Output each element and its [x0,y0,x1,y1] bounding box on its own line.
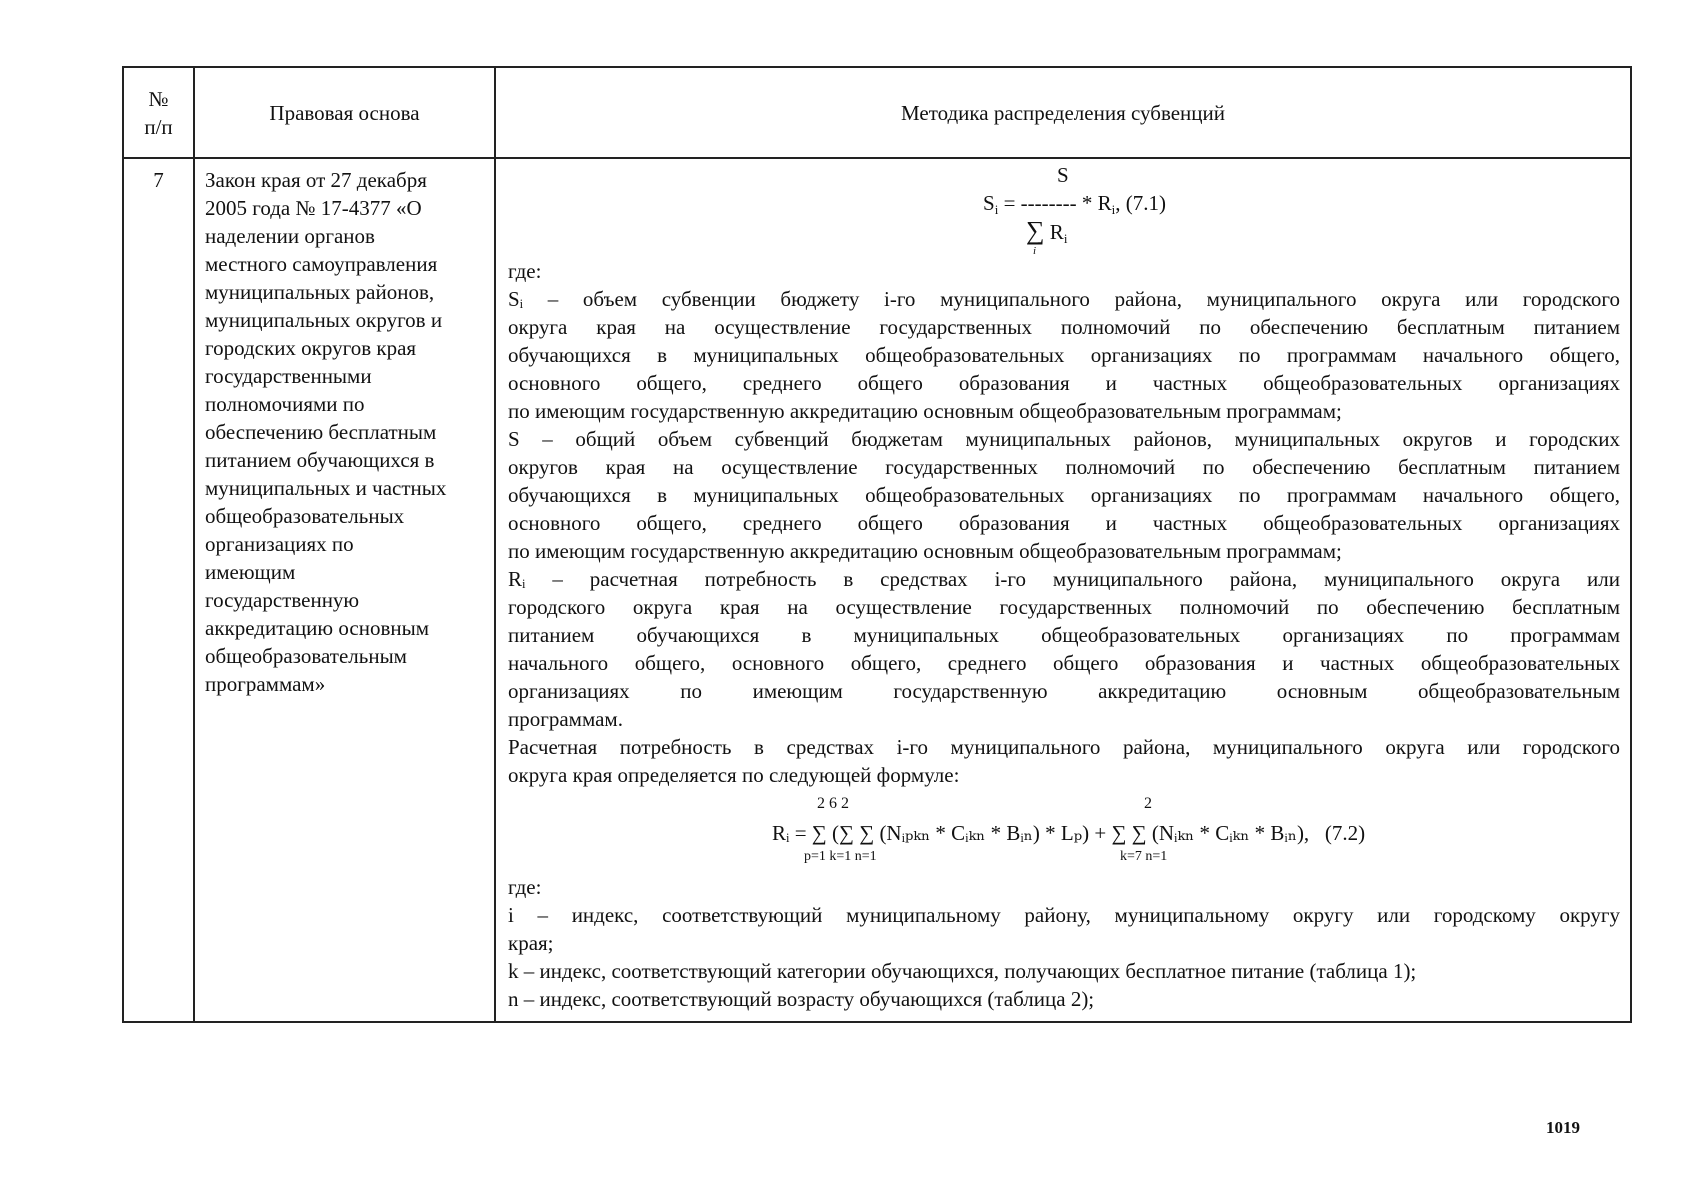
legal-basis-line: государственную [205,588,360,612]
formula-7-2-expression: Rᵢ = ∑ (∑ ∑ (Nᵢₚₖₙ * Cᵢₖₙ * Bᵢₙ) * Lₚ) + ∑ ∑ (Nᵢₖₙ * Cᵢₖₙ * Bᵢₙ), (7.2) [772,821,1366,845]
formula-7-1-numerator: S [1057,163,1069,187]
legal-basis-line: муниципальных округов и [205,308,443,332]
definition-ri: Rᵢ – расчетная потребность в средствах i-го муниципального района, муниципального округа или городского округа края на осуществление государственных полномочий по обеспечению бесплатным питанием обучающихся в муниципальных общеобразовательных организациях по программам начального общего, основного общего, среднего общего образования и частных общеобразовательных организациях по имеющим государственную аккредитацию основным общеобразовательным программам. [508,567,1620,731]
legal-basis-line: общеобразовательных [205,504,405,528]
definition-n: n – индекс, соответствующий возрасту обучающихся (таблица 2); [508,987,1095,1011]
legal-basis-line: питанием обучающихся в [205,448,435,472]
where-label: где: [508,875,542,899]
legal-basis-line: муниципальных и частных [205,476,447,500]
legal-basis-line: аккредитацию основным [205,616,429,640]
legal-basis-line: Закон края от 27 декабря [205,168,427,192]
sigma-symbol: ∑ [1026,216,1045,245]
formula-7-1-denominator: ∑ $R_i$ [1026,216,1068,246]
definition-si: Sᵢ – объем субвенции бюджету i-го муниципального района, муниципального округа или городского округа края на осуществление государственных полномочий по обеспечению бесплатным питанием обучающихся в муниципальных общеобразовательных организациях по программам начального общего, основного общего, среднего общего образования и частных общеобразовательных организациях по имеющим государственную аккредитацию основным общеобразовательным программам; [508,287,1620,423]
legal-basis-line: городских округов края [205,336,417,360]
row-number: 7 [123,158,194,1022]
header-method: Методика распределения субвенций [495,67,1631,158]
formula-7-1 [508,161,1620,257]
formula-7-2-upper-limits: 2 6 2 [817,795,849,812]
legal-basis-line: полномочиями по [205,392,365,416]
legal-basis-line: общеобразовательным [205,644,407,668]
legal-basis-cell [194,158,495,1022]
legal-basis-line: местного самоуправления [205,252,438,276]
legal-basis-line: программам» [205,672,326,696]
legal-basis-line: организациях по [205,532,354,556]
header-number-line1: № [148,86,169,111]
page-number: 1019 [1546,1118,1580,1137]
formula-7-2-lower-limits: p=1 k=1 n=1 [804,849,877,864]
where-label: где: [508,259,542,283]
legal-basis-line: 2005 года № 17-4377 «О [205,196,422,220]
legal-basis-line: наделении органов [205,224,375,248]
definition-k: k – индекс, соответствующий категории обучающихся, получающих бесплатное питание (таблица 1); [508,959,1417,983]
formula-7-1-sum-index: i [1033,245,1037,257]
formula-7-2-lower-limits-right: k=7 n=1 [1120,849,1168,864]
header-number [123,67,194,158]
formula-7-2-upper-limit-right: 2 [1144,795,1152,812]
definition-s: S – общий объем субвенций бюджетам муниципальных районов, муниципальных округов и городских округов края на осуществление государственных полномочий по обеспечению бесплатным питанием обучающихся в муниципальных общеобразовательных организациях по программам начального общего, основного общего, среднего общего образования и частных общеобразовательных организациях по имеющим государственную аккредитацию основным общеобразовательным программам; [508,427,1620,563]
formula-7-2 [508,789,1620,873]
header-number-line2: п/п [144,114,173,139]
definition-i: i – индекс, соответствующий муниципальному району, муниципальному округу или городскому округу края; [508,903,1620,955]
legal-basis-line: обеспечению бесплатным [205,420,437,444]
allocation-method-table [122,66,1632,1023]
legal-basis-line: имеющим [205,560,296,584]
header-legal-basis: Правовая основа [194,67,495,158]
legal-basis-line: государственными [205,364,372,388]
formula-7-1-equation: $S_i$ = -------- * $R_i$, (7.1) [983,191,1166,217]
method-cell [495,158,1631,1022]
table-row [123,158,1631,1022]
legal-basis-line: муниципальных районов, [205,280,435,304]
calc-paragraph: Расчетная потребность в средствах i-го муниципального района, муниципального округа или городского округа края определяется по следующей формуле: [508,735,1620,787]
table-header-row [123,67,1631,158]
